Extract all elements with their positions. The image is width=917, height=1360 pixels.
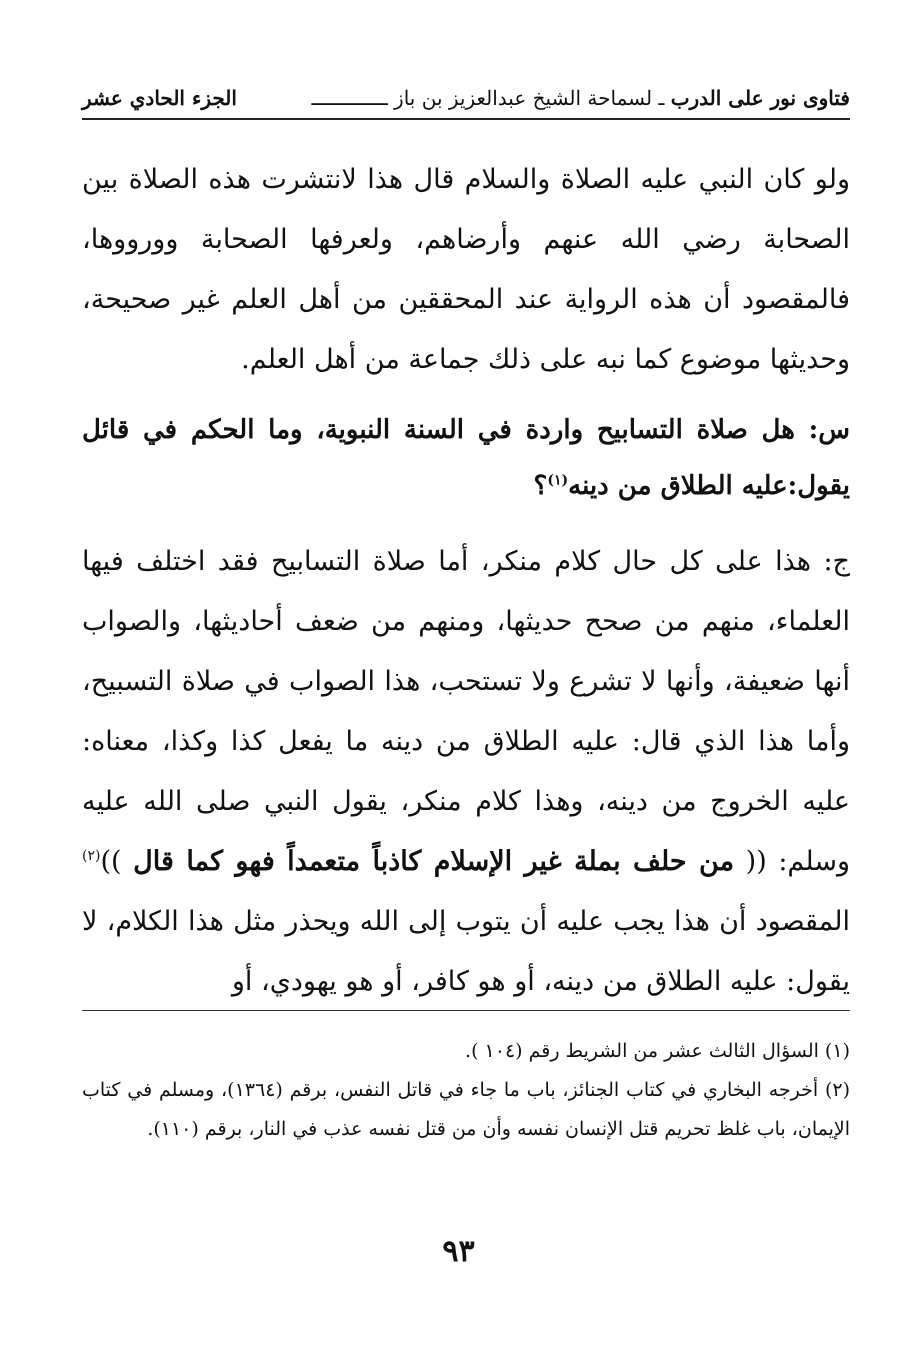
- volume-label: الجزء الحادي عشر: [82, 86, 237, 110]
- author-name: لسماحة الشيخ عبدالعزيز بن باز: [394, 86, 653, 110]
- footnote-ref-2: (٢): [82, 848, 101, 864]
- footnote-2: (٢) أخرجه البخاري في كتاب الجنائز، باب ما جاء في قاتل النفس، برقم (١٣٦٤)، ومسلم في كتاب الإيمان، باب غلظ تحريم قتل الإنسان نفسه وأن من قتل نفسه عذب في النار، برقم (١١٠).: [82, 1079, 850, 1140]
- question-mark: ؟: [533, 471, 548, 501]
- header-title: فتاوى نور على الدرب ـ لسماحة الشيخ عبدالعزيز بن باز ـــــــــــــ: [311, 86, 850, 110]
- quote-close: )): [100, 846, 122, 877]
- page-number: ٩٣: [442, 1234, 475, 1269]
- book-title: فتاوى نور على الدرب: [670, 86, 850, 110]
- main-text: [82, 150, 850, 1024]
- question-text: س: هل صلاة التسابيح واردة في السنة النبوية، وما الحكم في قائل يقول:عليه الطلاق من دينه: [82, 415, 850, 501]
- running-header: [82, 84, 850, 120]
- answer-text-2: المقصود أن هذا يجب عليه أن يتوب إلى الله ويحذر مثل هذا الكلام، لا يقول: عليه الطلاق من دينه، أو هو كافر، أو هو يهودي، أو: [82, 906, 850, 997]
- footnote-ref-1: (١): [547, 472, 569, 489]
- hadith-quote: من حلف بملة غير الإسلام كاذباً متعمداً فهو كما قال: [133, 846, 735, 877]
- question-paragraph: [82, 402, 850, 514]
- answer-text-1: ج: هذا على كل حال كلام منكر، أما صلاة التسابيح فقد اختلف فيها العلماء، منهم من صحح حديثها، ومنهم من ضعف أحاديثها، والصواب أنها ضعيفة، وأنها لا تشرع ولا تستحب، هذا الصواب في صلاة التسبيح، وأما هذا الذي قال: عليه الطلاق من دينه ما يفعل كذا وكذا، معناه: عليه الخروج من دينه، وهذا كلام منكر، يقول النبي صلى الله عليه وسلم: ((: [82, 546, 850, 877]
- answer-paragraph: [82, 532, 850, 1012]
- footnotes: [82, 1032, 850, 1149]
- footnote-1: (١) السؤال الثالث عشر من الشريط رقم (١٠٤ ).: [465, 1040, 850, 1062]
- continuation-paragraph: ولو كان النبي عليه الصلاة والسلام قال هذا لانتشرت هذه الصلاة بين الصحابة رضي الله عنهم وأرضاهم، ولعرفها الصحابة وورووها، فالمقصود أن هذه الرواية عند المحققين من أهل العلم غير صحيحة، وحديثها موضوع كما نبه على ذلك جماعة من أهل العلم.: [82, 164, 850, 375]
- footnote-divider: [82, 1010, 850, 1011]
